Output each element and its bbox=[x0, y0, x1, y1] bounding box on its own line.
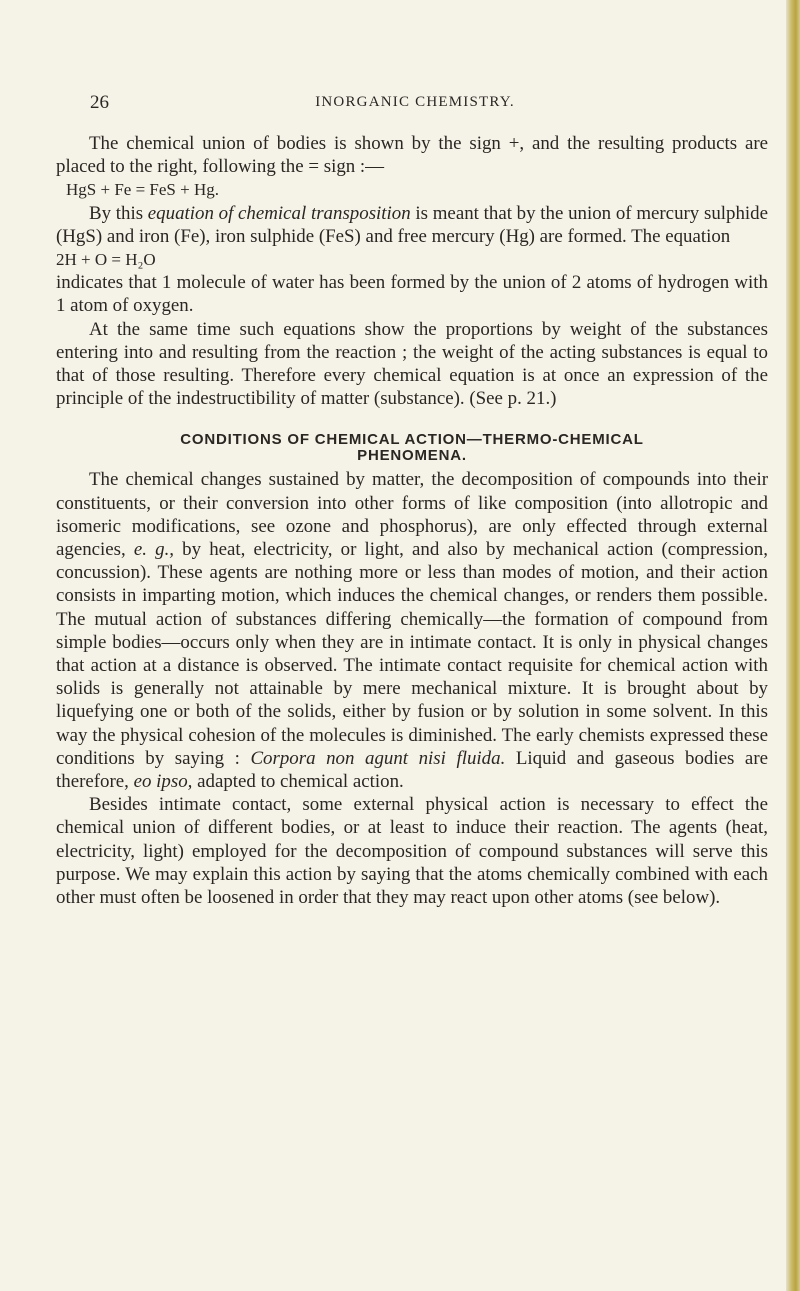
section-heading bbox=[56, 432, 768, 464]
page-number: 26 bbox=[90, 92, 109, 113]
paragraph: At the same time such equations show the proportions by weight of the substances entering into and resulting from the reaction ; the weight of the acting substances is equal to that of those resulting. Therefore every chemical equation is at once an expression of the principle of the indestructibility of matter (substance). (See p. 21.) bbox=[56, 318, 768, 410]
body-text bbox=[56, 132, 768, 909]
emphasis-text: equation of chemical transposition bbox=[147, 202, 411, 224]
paragraph: The chemical union of bodies is shown by the sign +, and the resulting products are placed to the right, following the = sign :— bbox=[56, 133, 768, 178]
emphasis-text: eo ipso, bbox=[133, 771, 193, 793]
paragraph-text: By this bbox=[89, 202, 148, 224]
running-head: INORGANIC CHEMISTRY. bbox=[315, 94, 515, 110]
paragraph-text: by heat, electricity, or light, and also by mechanical action (compression, concussion). These agents are nothing more or less than modes of motion, and their action consists in imparting motion, which induces the chemical changes, or renders them possible. The mutual action of substances differing chemically—the formation of compound from simple bodies—occurs only when they are in intimate contact. It is only in physical changes that action at a distance is observed. The intimate contact requisite for chemical action with solids is generally not attainable by mere mechanical mixture. It is brought about by liquefying one or both of the solids, either by fusion or by solution in some solvent. In this way the physical cohesion of the molecules is diminished. The early chemists expressed these conditions by saying : bbox=[56, 539, 768, 769]
emphasis-text: Corpora non agunt nisi fluida. bbox=[250, 747, 506, 769]
paragraph bbox=[56, 202, 768, 248]
paragraph-text: is meant that by the union of mercury sulphide (HgS) and iron (Fe), iron sulphide (FeS) and free mercury (Hg) are formed. The equation bbox=[56, 202, 768, 247]
equation: 2H + O = H₂O bbox=[56, 250, 156, 270]
emphasis-text: e. g., bbox=[133, 539, 175, 561]
page-edge bbox=[786, 0, 800, 1291]
section-heading-line: CONDITIONS OF CHEMICAL ACTION—THERMO-CHEMICAL bbox=[180, 431, 644, 449]
page-header bbox=[90, 92, 740, 116]
paragraph: Besides intimate contact, some external physical action is necessary to effect the chemical union of different bodies, or at least to induce their reaction. The agents (heat, electricity, light) employed for the decomposition of compound substances will serve this purpose. We may explain this action by saying that the atoms chemically combined with each other must often be loosened in order that they may react upon other atoms (see below). bbox=[56, 794, 768, 909]
paragraph-text: adapted to chemical action. bbox=[192, 771, 404, 793]
paragraph: indicates that 1 molecule of water has been formed by the union of 2 atoms of hydrogen with 1 atom of oxygen. bbox=[56, 272, 768, 317]
paragraph-text: Liquid and gaseous bodies are therefore, bbox=[56, 747, 768, 793]
paragraph-text: The chemical changes sustained by matter, the decomposition of compounds into their constituents, or their conversion into other forms of like composition (into allotropic and isomeric modifications, see ozone and phosphorus), are only effected through external agencies, bbox=[56, 469, 768, 561]
section-heading-line: PHENOMENA. bbox=[357, 447, 467, 465]
paragraph bbox=[56, 468, 768, 793]
equation: HgS + Fe = FeS + Hg. bbox=[66, 180, 219, 200]
